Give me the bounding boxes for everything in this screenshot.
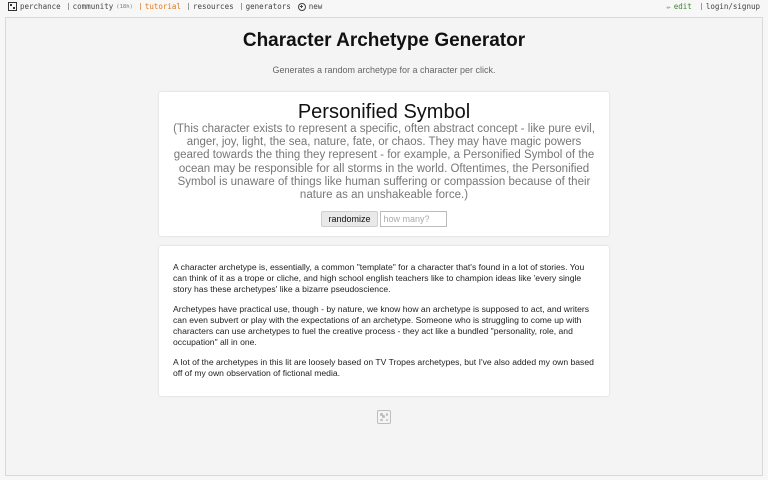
top-nav [0, 0, 768, 16]
pencil-icon: ✏ [666, 2, 671, 11]
nav-left [8, 2, 329, 11]
community-badge: (18h) [116, 3, 133, 10]
perchance-logo-icon [8, 2, 17, 11]
nav-tutorial[interactable] [140, 2, 181, 11]
nav-edit[interactable] [667, 2, 692, 11]
nav-resources[interactable] [188, 2, 234, 11]
dice-icon[interactable] [377, 410, 391, 424]
info-paragraph: A lot of the archetypes in this lit are loosely based on TV Tropes archetypes, but I've also added my own based off of my own observation of fictional media. [173, 357, 594, 378]
nav-community-label: community [72, 2, 114, 11]
bar-icon [68, 3, 70, 10]
nav-login[interactable] [701, 2, 760, 11]
nav-perchance-label: perchance [20, 2, 61, 11]
nav-edit-label: edit [673, 2, 692, 11]
bar-icon [140, 3, 142, 10]
controls [159, 211, 609, 227]
page-subtitle: Generates a random archetype for a character per click. [272, 65, 496, 75]
nav-new[interactable] [298, 2, 323, 11]
info-text [173, 262, 595, 388]
nav-login-label: login/signup [705, 2, 760, 11]
nav-generators-label: generators [245, 2, 291, 11]
how-many-input[interactable] [380, 211, 447, 227]
page-title: Character Archetype Generator [242, 30, 526, 51]
bar-icon [188, 3, 190, 10]
nav-tutorial-label: tutorial [144, 2, 181, 11]
plus-circle-icon [298, 3, 306, 11]
info-paragraph: A character archetype is, essentially, a common "template" for a character that's found in a lot of stories. You can think of it as a trope or cliche, and high school english teachers like to champion ideas like 'every single story has these archetypes' like a bizarre pseudoscience. [173, 262, 585, 294]
result-description: (This character exists to represent a specific, often abstract concept - like pure evil, anger, joy, light, the sea, nature, fate, or chaos. They may have magic powers geared towards the thing they represent - for example, a Personified Symbol of the ocean may be responsible for all storms in the world. Oftentimes, the Personified Symbol is unaware of things like human suffering or compassion because of their nature as an unshakeable force.) [173, 123, 595, 202]
nav-generators[interactable] [241, 2, 291, 11]
nav-right [658, 2, 760, 11]
nav-perchance[interactable] [8, 2, 61, 11]
output-card [159, 92, 609, 236]
info-paragraph: Archetypes have practical use, though - by nature, we know how an archetype is supposed to act, and writers can even subvert or play with the expectations of an archetype. Someone who is struggling to come up with characters can use archetypes to fuel the creative process - they act like a bundled "personality, role, and occupation" all in one. [173, 304, 590, 347]
randomize-button[interactable]: randomize [321, 211, 377, 227]
result-title: Personified Symbol [297, 101, 471, 123]
nav-new-label: new [308, 2, 323, 11]
bar-icon [701, 3, 703, 10]
nav-resources-label: resources [192, 2, 234, 11]
nav-community[interactable] [68, 2, 133, 11]
info-card [159, 246, 609, 396]
bar-icon [241, 3, 243, 10]
